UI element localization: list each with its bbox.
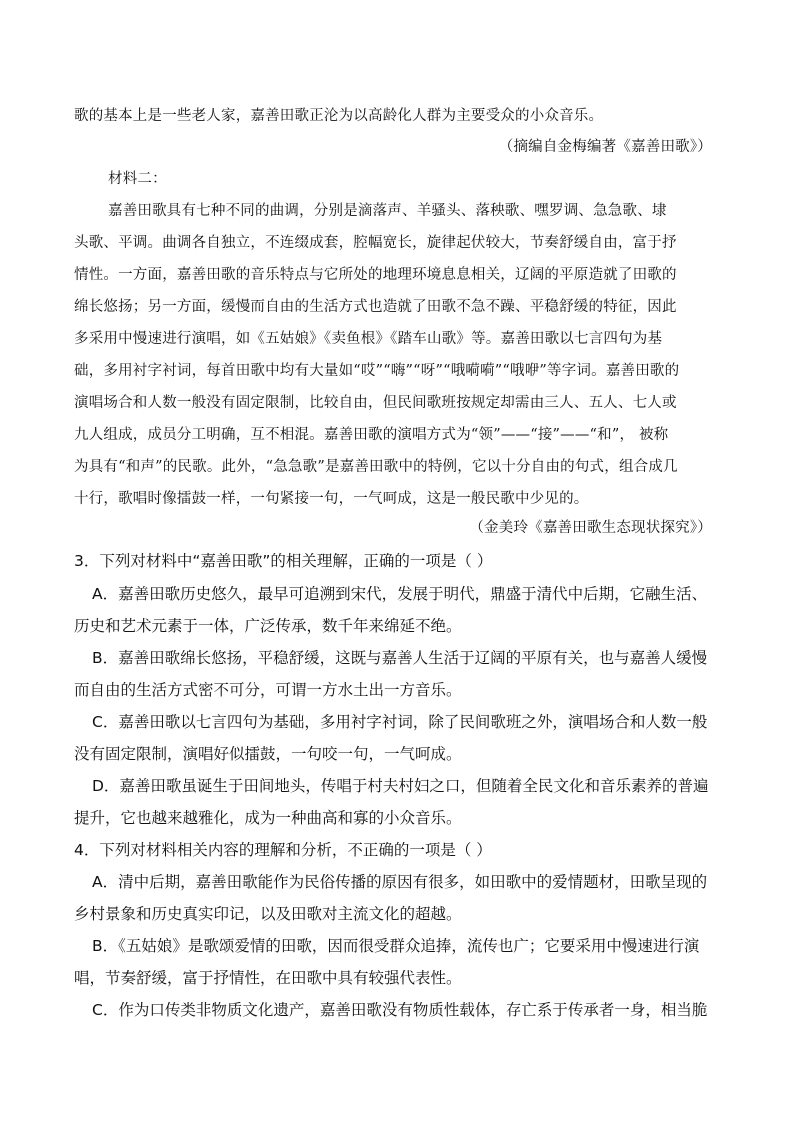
question-3-option-c-line1: C．嘉善田歌以七言四句为基础，多用衬字衬词，除了民间歌班之外，演唱场合和人数一般: [92, 713, 708, 731]
material-two-line: 础，多用衬字衬词，每首田歌中均有大量如“哎”“嗨”“呀”“哦嗬嗬”“哦咿”等字词。嘉善田歌的: [74, 363, 680, 379]
material-two-line: 为具有“和声”的民歌。此外，“急急歌”是嘉善田歌中的特例，它以十分自由的句式，组合成几: [74, 459, 678, 475]
material-two-line: 绵长悠扬；另一方面，缓慢而自由的生活方式也造就了田歌不急不躁、平稳舒缓的特征，因此: [74, 299, 677, 315]
question-3-option-a-line1: A．嘉善田歌历史悠久，最早可追溯到宋代，发展于明代，鼎盛于清代中后期，它融生活、: [92, 585, 708, 603]
question-4-option-b-line2: 唱，节奏舒缓，富于抒情性，在田歌中具有较强代表性。: [74, 969, 462, 987]
material-two-line: 十行，歌唱时像擂鼓一样，一句紧接一句，一气呵成，这是一般民歌中少见的。: [74, 491, 589, 507]
question-3-option-b-line1: B．嘉善田歌绵长悠扬，平稳舒缓，这既与嘉善人生活于辽阔的平原有关，也与嘉善人缓慢: [92, 649, 708, 667]
question-4-option-b-line1: B．《五姑娘》是歌颂爱情的田歌，因而很受群众追捧，流传也广；它要采用中慢速进行演: [92, 937, 700, 955]
material-two-line: 情性。一方面，嘉善田歌的音乐特点与它所处的地理环境息息相关，辽阔的平原造就了田歌的: [74, 267, 677, 283]
material-one-source: （摘编自金梅编著《嘉善田歌》）: [498, 139, 712, 155]
material-one-last-line: 歌的基本上是一些老人家，嘉善田歌正沦为以高龄化人群为主要受众的小众音乐。: [74, 108, 604, 124]
material-two-line: 头歌、平调。曲调各自独立，不连缀成套，腔幅宽长，旋律起伏较大，节奏舒缓自由，富于抒: [74, 235, 677, 251]
material-two-line: 九人组成，成员分工明确，互不相混。嘉善田歌的演唱方式为“领”——“接”——“和”， 被称: [74, 427, 669, 443]
question-3-option-c-line2: 没有固定限制，演唱好似擂鼓，一句咬一句，一气呵成。: [74, 745, 462, 763]
question-3-option-d-line2: 提升，它也越来越雅化，成为一种曲高和寡的小众音乐。: [74, 809, 462, 827]
material-two-line: 嘉善田歌具有七种不同的曲调，分别是滴落声、羊骚头、落秧歌、嘿罗调、急急歌、埭: [108, 203, 667, 219]
question-3-option-a-line2: 历史和艺术元素于一体，广泛传承，数千年来绵延不绝。: [74, 617, 462, 635]
question-3-option-d-line1: D．嘉善田歌虽诞生于田间地头，传唱于村夫村妇之口，但随着全民文化和音乐素养的普遍: [92, 777, 709, 795]
question-3-option-b-line2: 而自由的生活方式密不可分，可谓一方水土出一方音乐。: [74, 681, 462, 699]
question-3-stem: 3．下列对材料中“嘉善田歌”的相关理解，正确的一项是（ ）: [74, 552, 493, 570]
question-4-option-a-line1: A．清中后期，嘉善田歌能作为民俗传播的原因有很多，如田歌中的爱情题材，田歌呈现的: [92, 873, 708, 891]
material-two-line: 多采用中慢速进行演唱，如《五姑娘》《卖鱼根》《踏车山歌》等。嘉善田歌以七言四句为基: [74, 331, 663, 347]
question-4-stem: 4．下列对材料相关内容的理解和分析，不正确的一项是（ ）: [74, 841, 492, 859]
question-4-option-a-line2: 乡村景象和历史真实印记，以及田歌对主流文化的超越。: [74, 905, 462, 923]
material-two-source: （金美玲《嘉善田歌生态现状探究》）: [469, 520, 712, 536]
material-two-line: 演唱场合和人数一般没有固定限制，比较自由，但民间歌班按规定却需由三人、五人、七人或: [74, 395, 677, 411]
question-4-option-c-line1: C．作为口传类非物质文化遗产，嘉善田歌没有物质性载体，存亡系于传承者一身，相当脆: [92, 1001, 708, 1019]
material-two-heading: 材料二：: [108, 171, 167, 187]
